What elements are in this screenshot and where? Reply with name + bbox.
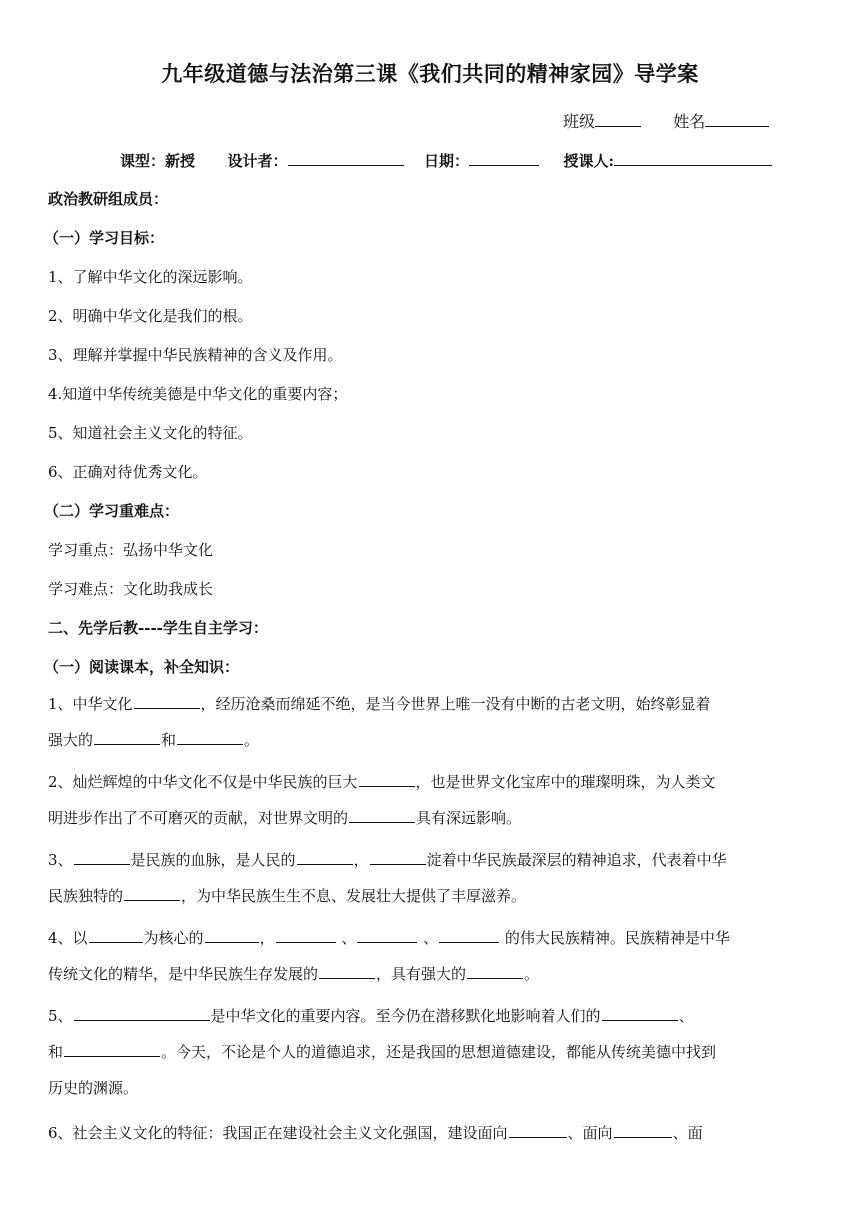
q4-text: ， [259,929,275,947]
q6-text: 、面 [672,1124,703,1142]
q1-text: 。 [244,731,260,749]
q3-text: 民族独特的 [48,887,124,905]
q3-blank[interactable] [297,850,353,865]
q3-blank[interactable] [124,886,180,901]
q1-text: 1、中华文化 [48,695,133,713]
goal-item: 4.知道中华传统美德是中华文化的重要内容； [48,385,348,403]
reading-heading: （一）阅读课本，补全知识： [44,658,240,676]
name-label: 姓名 [673,112,706,131]
q5-blank[interactable] [602,1006,678,1021]
q3-blank[interactable] [74,850,130,865]
key-point: 学习重点：弘扬中华文化 [48,541,214,559]
q5-text: 。今天，不论是个人的道德追求，还是我国的思想道德建设，都能从传统美德中找到 [161,1043,717,1061]
teacher-label: 授课人: [563,152,614,170]
q3-blank[interactable] [370,850,426,865]
q6-text: 6、社会主义文化的特征：我国正在建设社会主义文化强国，建设面向 [48,1124,508,1142]
q1-blank[interactable] [134,694,200,709]
fill-question-2 [48,764,812,836]
class-blank [595,110,641,127]
q5-blank[interactable] [74,1006,210,1021]
q5-text: 是中华文化的重要内容。至今仍在潜移默化地影响着人们的 [210,1007,601,1025]
q1-blank[interactable] [177,730,243,745]
goal-item: 3、理解并掌握中华民族精神的含义及作用。 [48,346,343,364]
q3-text: 淀着中华民族最深层的精神追求，代表着中华 [426,851,727,869]
goal-item: 1、了解中华文化的深远影响。 [48,268,253,286]
q6-blank[interactable] [509,1123,567,1138]
goal-item: 2、明确中华文化是我们的根。 [48,307,253,325]
goal-item: 6、正确对待优秀文化。 [48,463,208,481]
class-label: 班级 [563,112,596,131]
q4-blank[interactable] [276,928,336,943]
fill-question-4 [48,920,812,992]
q4-text: 4、以 [48,929,88,947]
q5-text: 历史的渊源。 [48,1079,139,1097]
q4-text: 、 [336,929,357,947]
date-blank [469,149,539,166]
q4-blank[interactable] [467,964,523,979]
lesson-meta-line [120,149,772,171]
q4-text: 。 [524,965,540,983]
q4-text: 、 [418,929,439,947]
q2-text: 明进步作出了不可磨灭的贡献，对世界文明的 [48,809,349,827]
q3-text: ，为中华民族生生不息、发展壮大提供了丰厚滋养。 [181,887,527,905]
designer-label: 设计者： [227,152,288,170]
q4-blank[interactable] [205,928,259,943]
q3-text: 3、 [48,851,73,869]
date-label: 日期： [423,152,469,170]
q6-text: 、面向 [567,1124,613,1142]
q4-text: ，具有强大的 [376,965,467,983]
q2-text: ，也是世界文化宝库中的璀璨明珠，为人类文 [415,773,716,791]
q6-blank[interactable] [614,1123,672,1138]
q1-text: ，经历沧桑而绵延不绝，是当今世界上唯一没有中断的古老文明，始终彰显着 [200,695,711,713]
q2-text: 具有深远影响。 [416,809,522,827]
designer-blank [288,149,404,166]
q4-blank[interactable] [319,964,375,979]
q5-text: 、 [678,1007,694,1025]
fill-question-3 [48,842,812,914]
page-title: 九年级道德与法治第三课《我们共同的精神家园》导学案 [161,61,699,86]
q5-text: 和 [48,1043,64,1061]
q4-blank[interactable] [89,928,143,943]
q4-text: 的伟大民族精神。民族精神是中华 [500,929,730,947]
name-blank [705,110,769,127]
q4-text: 传统文化的精华，是中华民族生存发展的 [48,965,319,983]
q3-text: ， [353,851,369,869]
part2-heading: 二、先学后教----学生自主学习： [48,619,268,637]
q5-blank[interactable] [64,1042,160,1057]
goal-item: 5、知道社会主义文化的特征。 [48,424,253,442]
lesson-type: 课型：新授 [120,152,196,170]
q4-blank[interactable] [357,928,417,943]
q1-text: 和 [161,731,177,749]
q1-blank[interactable] [94,730,160,745]
q1-text: 强大的 [48,731,94,749]
group-members: 政治教研组成员： [48,190,169,208]
q3-text: 是民族的血脉，是人民的 [130,851,296,869]
fill-question-1 [48,686,812,758]
q4-text: 为核心的 [143,929,204,947]
fill-question-5 [48,998,812,1106]
q2-blank[interactable] [359,772,415,787]
fill-question-6 [48,1115,812,1151]
goals-heading: （一）学习目标： [44,229,165,247]
q5-text: 5、 [48,1007,73,1025]
difficult-point: 学习难点：文化助我成长 [48,580,214,598]
q4-blank[interactable] [439,928,499,943]
q2-blank[interactable] [349,808,415,823]
q2-text: 2、灿烂辉煌的中华文化不仅是中华民族的巨大 [48,773,358,791]
teacher-blank [614,149,772,166]
keypoints-heading: （二）学习重难点： [44,502,180,520]
class-name-line [563,109,769,132]
